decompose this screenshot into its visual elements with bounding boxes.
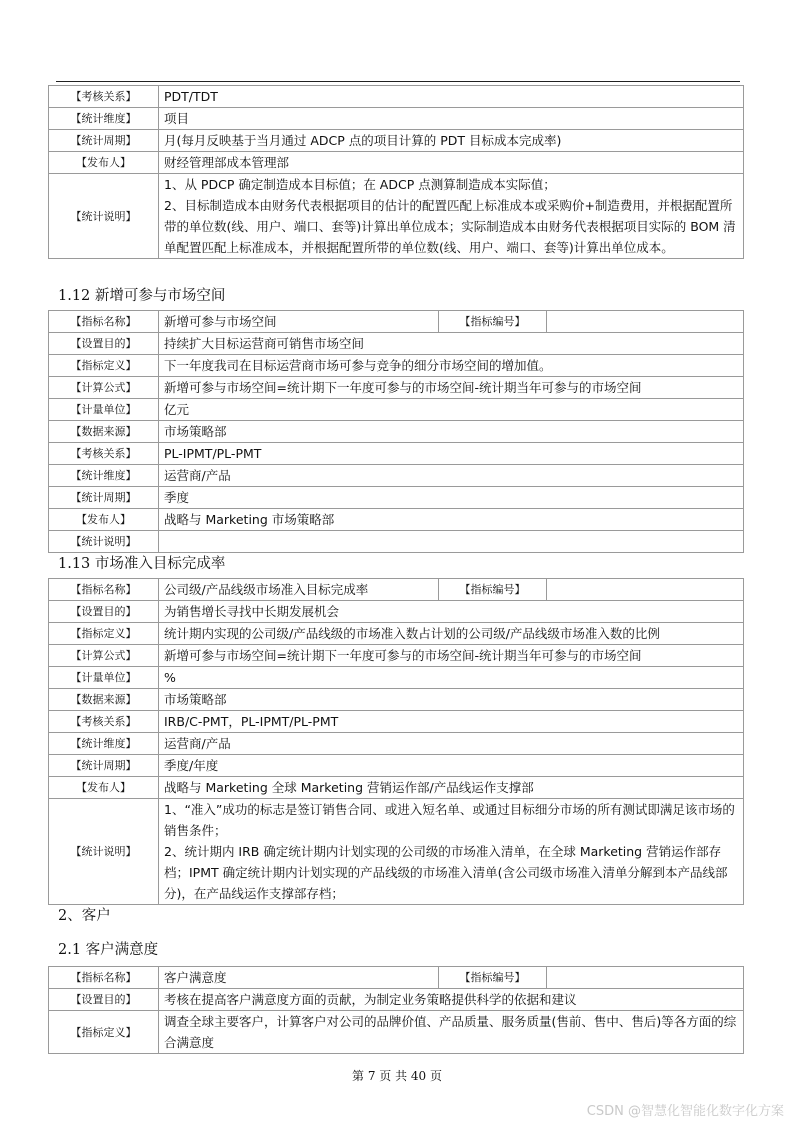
table-row <box>49 355 744 377</box>
table-row <box>49 689 744 711</box>
table-cost-metric-tail <box>48 85 744 259</box>
row-label: 【计算公式】 <box>49 645 159 667</box>
table-row <box>49 667 744 689</box>
section-heading-1-13: 1.13 市场准入目标完成率 <box>58 556 226 572</box>
row-value: 战略与 Marketing 全球 Marketing 营销运作部/产品线运作支撑部 <box>159 777 744 799</box>
row-label: 【统计周期】 <box>49 487 159 509</box>
row-value: 运营商/产品 <box>159 465 744 487</box>
row-value: PDT/TDT <box>159 86 744 108</box>
row-value: 项目 <box>159 108 744 130</box>
table-row <box>49 465 744 487</box>
row-label: 【设置目的】 <box>49 601 159 623</box>
row-value: 下一年度我司在目标运营商市场可参与竞争的细分市场空间的增加值。 <box>159 355 744 377</box>
metric-name: 新增可参与市场空间 <box>159 311 439 333</box>
row-value: 月(每月反映基于当月通过 ADCP 点的项目计算的 PDT 目标成本完成率) <box>159 130 744 152</box>
row-value: PL-IPMT/PL-PMT <box>159 443 744 465</box>
metric-code <box>547 967 744 989</box>
row-label: 【统计说明】 <box>49 174 159 259</box>
table-row <box>49 487 744 509</box>
row-label: 【指标定义】 <box>49 623 159 645</box>
row-label: 【设置目的】 <box>49 333 159 355</box>
table-row <box>49 421 744 443</box>
table-row <box>49 333 744 355</box>
metric-name: 客户满意度 <box>159 967 439 989</box>
row-label: 【统计说明】 <box>49 531 159 553</box>
table-row <box>49 443 744 465</box>
row-value: 亿元 <box>159 399 744 421</box>
row-value: 市场策略部 <box>159 421 744 443</box>
table-row <box>49 755 744 777</box>
table-row <box>49 399 744 421</box>
row-label: 【统计维度】 <box>49 733 159 755</box>
page-footer: 第 7 页 共 40 页 <box>352 1069 442 1083</box>
table-row <box>49 777 744 799</box>
row-label: 【考核关系】 <box>49 443 159 465</box>
row-value: 季度 <box>159 487 744 509</box>
row-label: 【指标名称】 <box>49 311 159 333</box>
table-row <box>49 601 744 623</box>
row-label: 【指标名称】 <box>49 579 159 601</box>
table-row <box>49 623 744 645</box>
table-row <box>49 531 744 553</box>
row-value: 持续扩大目标运营商可销售市场空间 <box>159 333 744 355</box>
table-new-market-space <box>48 310 744 553</box>
table-row <box>49 711 744 733</box>
row-label: 【统计周期】 <box>49 130 159 152</box>
row-label: 【计量单位】 <box>49 399 159 421</box>
table-row <box>49 86 744 108</box>
row-value: 新增可参与市场空间=统计期下一年度可参与的市场空间-统计期当年可参与的市场空间 <box>159 377 744 399</box>
row-label: 【指标定义】 <box>49 355 159 377</box>
table-row <box>49 967 744 989</box>
row-value: % <box>159 667 744 689</box>
table-row <box>49 152 744 174</box>
metric-code-label: 【指标编号】 <box>439 967 547 989</box>
row-value: 财经管理部成本管理部 <box>159 152 744 174</box>
row-label: 【计量单位】 <box>49 667 159 689</box>
row-label: 【发布人】 <box>49 509 159 531</box>
table-row <box>49 509 744 531</box>
table-market-access-rate <box>48 578 744 905</box>
row-label: 【统计说明】 <box>49 799 159 905</box>
row-label: 【考核关系】 <box>49 86 159 108</box>
row-label: 【统计维度】 <box>49 465 159 487</box>
table-row <box>49 108 744 130</box>
table-row <box>49 645 744 667</box>
metric-code <box>547 311 744 333</box>
row-label: 【统计维度】 <box>49 108 159 130</box>
row-value: 战略与 Marketing 市场策略部 <box>159 509 744 531</box>
section-heading-2-1: 2.1 客户满意度 <box>58 942 159 958</box>
metric-code-label: 【指标编号】 <box>439 579 547 601</box>
table-customer-satisfaction <box>48 966 744 1054</box>
table-row <box>49 989 744 1011</box>
table-row <box>49 579 744 601</box>
row-value: 新增可参与市场空间=统计期下一年度可参与的市场空间-统计期当年可参与的市场空间 <box>159 645 744 667</box>
metric-code <box>547 579 744 601</box>
row-label: 【统计周期】 <box>49 755 159 777</box>
table-row <box>49 174 744 259</box>
row-label: 【数据来源】 <box>49 421 159 443</box>
row-value: 市场策略部 <box>159 689 744 711</box>
row-label: 【计算公式】 <box>49 377 159 399</box>
table-row <box>49 377 744 399</box>
row-label: 【指标名称】 <box>49 967 159 989</box>
row-label: 【数据来源】 <box>49 689 159 711</box>
watermark: CSDN @智慧化智能化数字化方案 <box>586 1104 784 1119</box>
row-value: 季度/年度 <box>159 755 744 777</box>
metric-name: 公司级/产品线级市场准入目标完成率 <box>159 579 439 601</box>
table-row <box>49 311 744 333</box>
row-label: 【指标定义】 <box>49 1011 159 1054</box>
row-value: 运营商/产品 <box>159 733 744 755</box>
row-value: 统计期内实现的公司级/产品线级的市场准入数占计划的公司级/产品线级市场准入数的比例 <box>159 623 744 645</box>
row-label: 【发布人】 <box>49 777 159 799</box>
metric-code-label: 【指标编号】 <box>439 311 547 333</box>
row-value: IRB/C-PMT，PL-IPMT/PL-PMT <box>159 711 744 733</box>
row-value: 1、“准入”成功的标志是签订销售合同、或进入短名单、或通过目标细分市场的所有测试即满足该市场的销售条件； 2、统计期内 IRB 确定统计期内计划实现的公司级的市场准入清单，在全球 Marketing 营销运作部存档；IPMT 确定统计期内计划实现的产品线级的市场准入清单(含公司级市场准入清单分解到本产品线部分)，在产品线运作支撑部存档； <box>159 799 744 905</box>
table-row <box>49 1011 744 1054</box>
section-heading-1-12: 1.12 新增可参与市场空间 <box>58 288 226 304</box>
section-heading-2: 2、客户 <box>58 908 111 924</box>
table-row <box>49 733 744 755</box>
row-value: 调查全球主要客户，计算客户对公司的品牌价值、产品质量、服务质量(售前、售中、售后)等各方面的综合满意度 <box>159 1011 744 1054</box>
row-value <box>159 531 744 553</box>
header-rule <box>56 81 740 82</box>
row-label: 【发布人】 <box>49 152 159 174</box>
table-row <box>49 799 744 905</box>
row-label: 【考核关系】 <box>49 711 159 733</box>
row-value: 考核在提高客户满意度方面的贡献，为制定业务策略提供科学的依据和建议 <box>159 989 744 1011</box>
row-value: 为销售增长寻找中长期发展机会 <box>159 601 744 623</box>
table-row <box>49 130 744 152</box>
row-value: 1、从 PDCP 确定制造成本目标值；在 ADCP 点测算制造成本实际值； 2、目标制造成本由财务代表根据项目的估计的配置匹配上标准成本或采购价+制造费用，并根据配置所带的单位数(线、用户、端口、套等)计算出单位成本；实际制造成本由财务代表根据项目实际的 BOM 清单配置匹配上标准成本，并根据配置所带的单位数(线、用户、端口、套等)计算出单位成本。 <box>159 174 744 259</box>
row-label: 【设置目的】 <box>49 989 159 1011</box>
